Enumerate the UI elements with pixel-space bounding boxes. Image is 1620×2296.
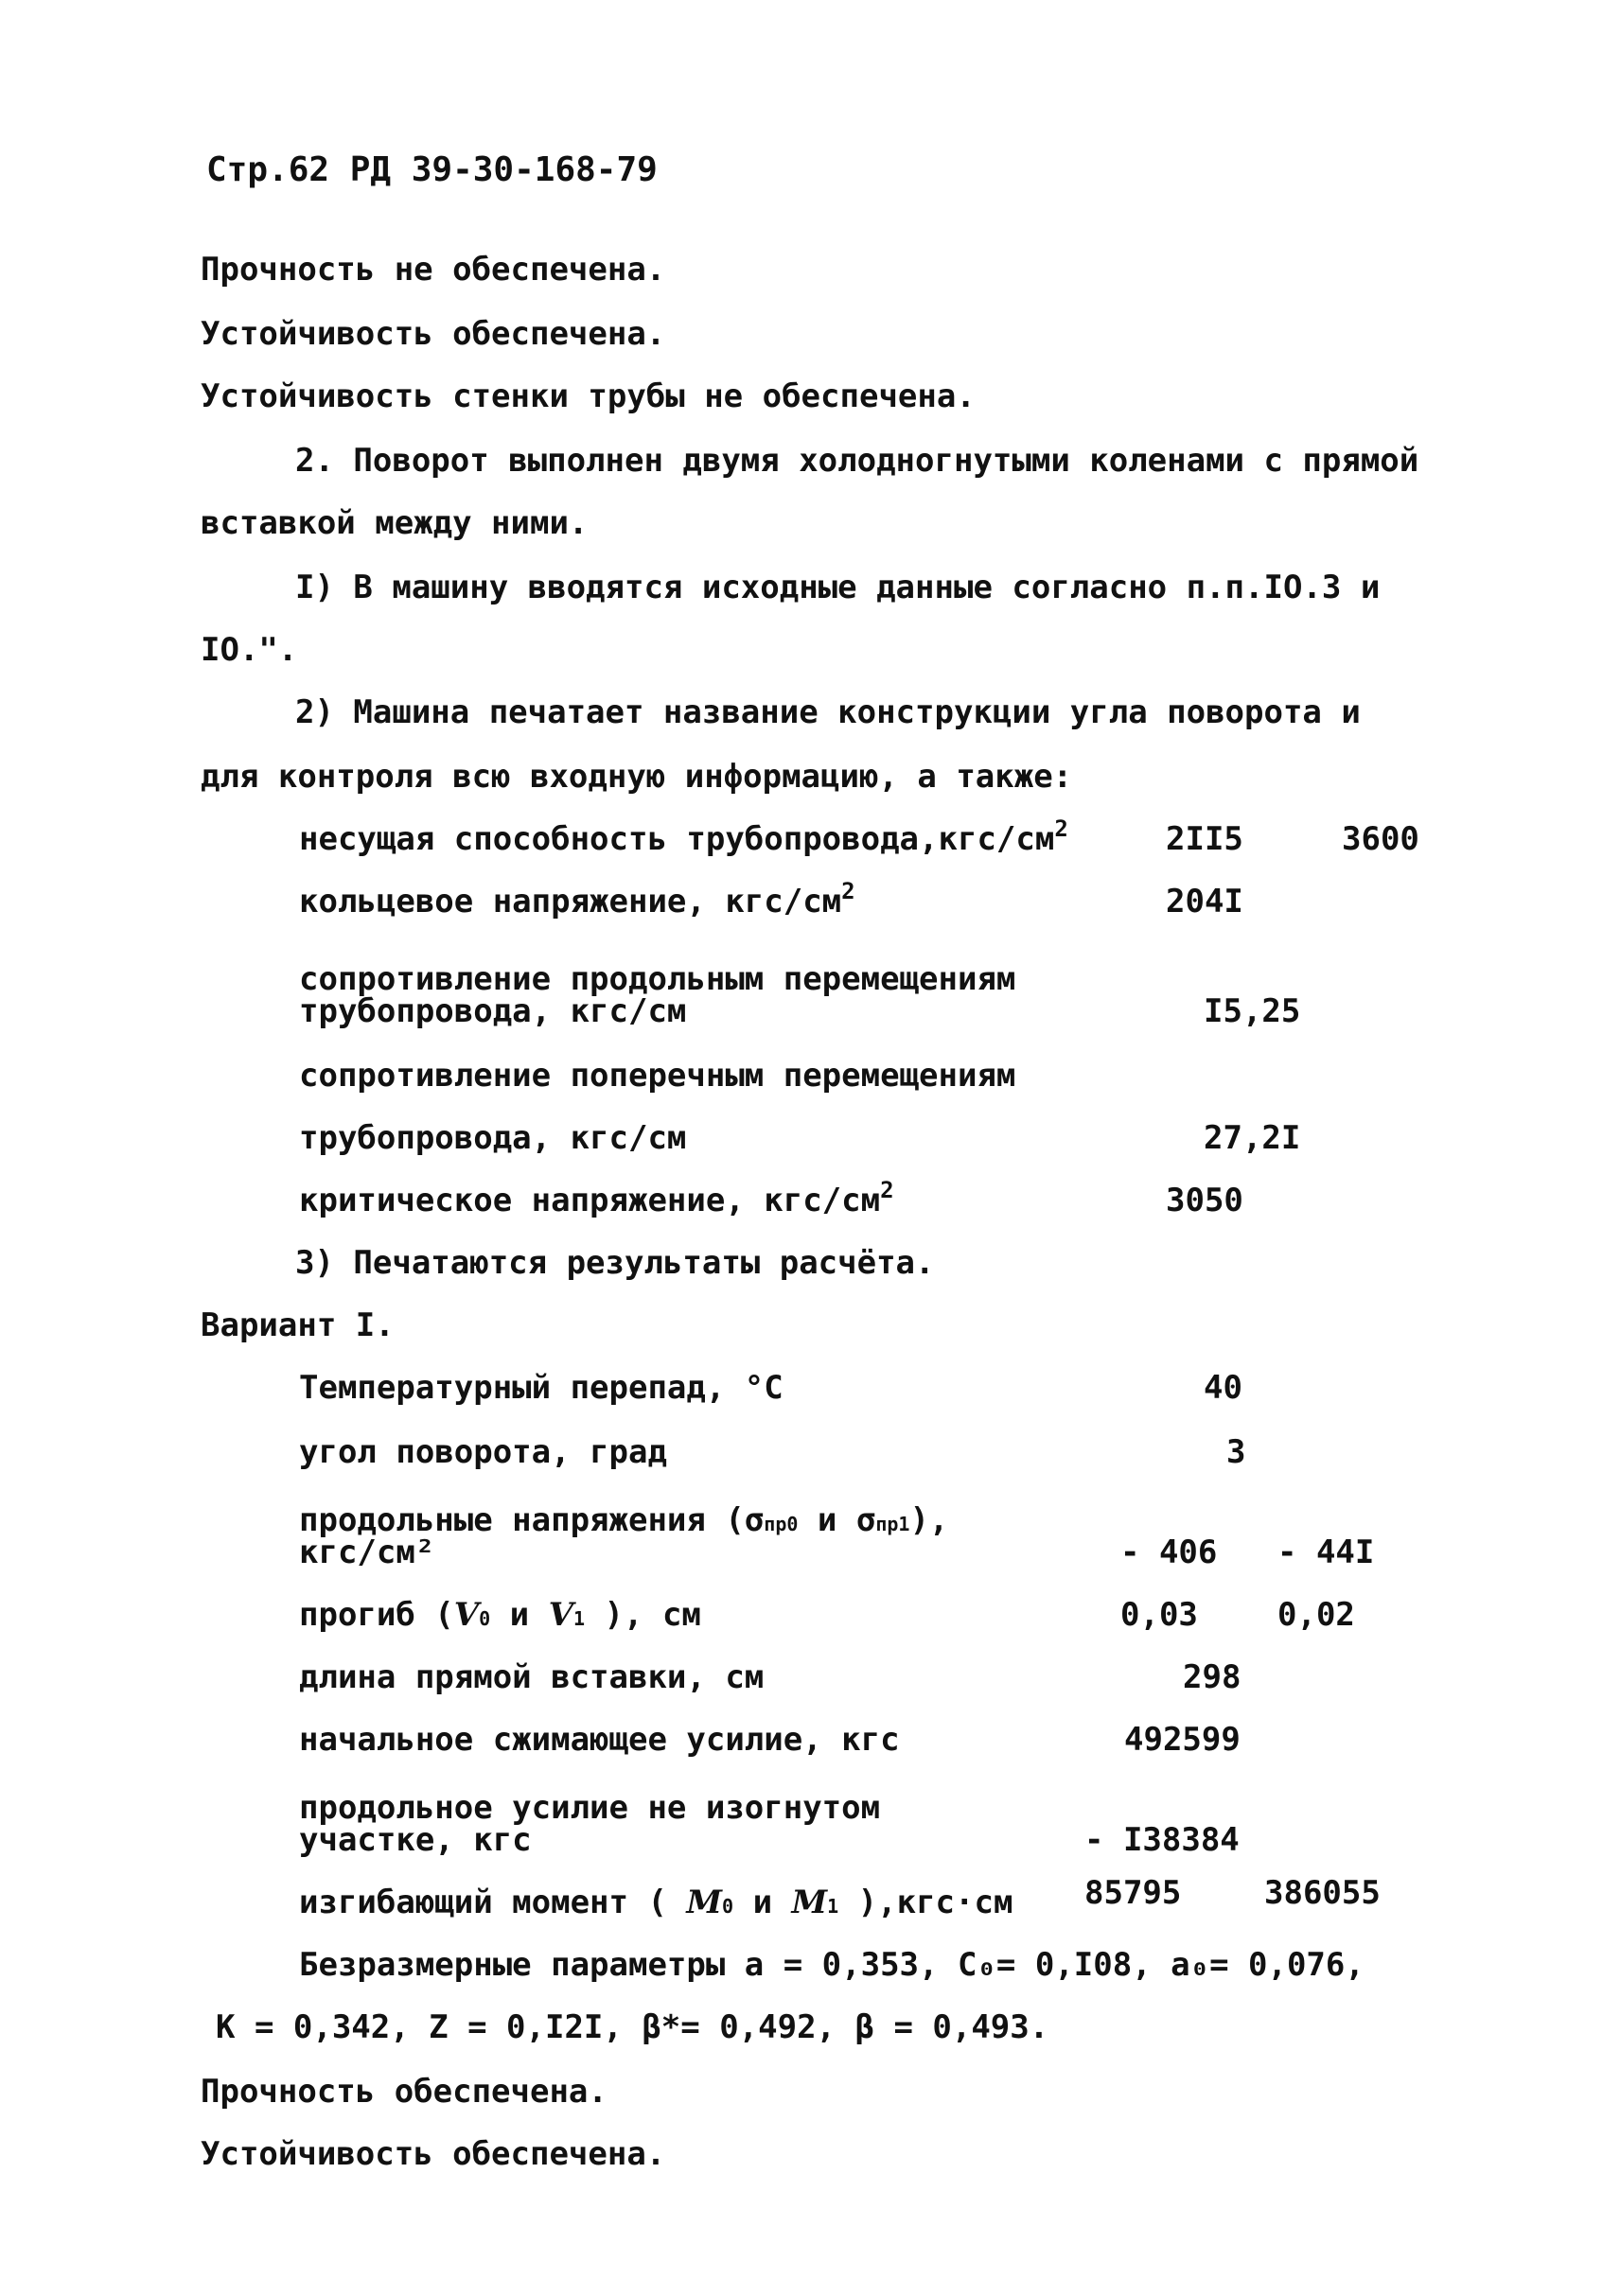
variant-heading: Вариант I. bbox=[201, 1306, 395, 1344]
text-line: Прочность обеспечена. bbox=[201, 2073, 608, 2111]
result-row-value: - I38384 bbox=[1084, 1821, 1240, 1859]
input-row-label: трубопровода, кгс/см bbox=[299, 1119, 687, 1157]
input-row-label: сопротивление продольным перемещениям bbox=[299, 960, 1016, 998]
result-row-label: начальное сжимающее усилие, кгс bbox=[299, 1721, 900, 1759]
result-row-label: участке, кгс bbox=[299, 1821, 532, 1859]
result-row-value: 3 bbox=[1226, 1433, 1246, 1471]
input-row-label: трубопровода, кгс/см bbox=[299, 992, 687, 1030]
input-row-value: 3600 bbox=[1342, 820, 1419, 858]
input-row-value: 27,2I bbox=[1204, 1119, 1301, 1157]
input-row-value: 2II5 bbox=[1166, 820, 1243, 858]
result-row-label: Температурный перепад, °С bbox=[299, 1369, 784, 1407]
result-row-value: 40 bbox=[1204, 1369, 1242, 1407]
text-line: 3) Печатаются результаты расчёта. bbox=[295, 1244, 935, 1282]
text-line: Безразмерные параметры a = 0,353, C₀= 0,I08, a₀= 0,076, bbox=[299, 1946, 1365, 1984]
result-row-value: 0,02 bbox=[1277, 1596, 1355, 1634]
text-line: I) В машину вводятся исходные данные согласно п.п.IO.3 и bbox=[295, 569, 1381, 606]
input-row-label: критическое напряжение, кгс/$см^2$ bbox=[299, 1177, 894, 1219]
result-row-label: прогиб (V0 и V1 ), см bbox=[299, 1596, 701, 1634]
result-row-value: - 406 bbox=[1120, 1534, 1218, 1571]
result-row-label: продольное усилие не изогнутом bbox=[299, 1789, 881, 1827]
text-line: 2) Машина печатает название конструкции угла поворота и bbox=[295, 693, 1361, 731]
text-line: Устойчивость обеспечена. bbox=[201, 2135, 666, 2173]
text-line: Прочность не обеспечена. bbox=[201, 251, 666, 289]
text-line: для контроля всю входную информацию, а также: bbox=[201, 758, 1073, 796]
input-row-label: кольцевое напряжение, кгс/$см^2$ bbox=[299, 878, 855, 920]
input-row-value: 3050 bbox=[1166, 1182, 1243, 1219]
result-row-value: 386055 bbox=[1264, 1874, 1381, 1912]
text-line: Устойчивость обеспечена. bbox=[201, 315, 666, 353]
result-row-label: продольные напряжения (σпр0 и σпр1), bbox=[299, 1501, 949, 1539]
result-row-value: 298 bbox=[1183, 1658, 1241, 1696]
input-row-value: I5,25 bbox=[1204, 992, 1301, 1030]
result-row-label: изгибающий момент ( M0 и M1 ),кгс·см bbox=[299, 1884, 1013, 1921]
result-row-value: - 44I bbox=[1277, 1534, 1375, 1571]
text-line: IO.". bbox=[201, 631, 298, 669]
input-row-label: сопротивление поперечным перемещениям bbox=[299, 1057, 1016, 1095]
result-row-value: 0,03 bbox=[1120, 1596, 1198, 1634]
result-row-label: длина прямой вставки, см bbox=[299, 1658, 765, 1696]
input-row-value: 204I bbox=[1166, 883, 1243, 920]
page-header: Стр.62 РД 39-30-168-79 bbox=[206, 150, 658, 189]
text-line: 2. Поворот выполнен двумя холодногнутыми коленами с прямой bbox=[295, 442, 1419, 480]
text-line: Устойчивость стенки трубы не обеспечена. bbox=[201, 377, 976, 415]
text-line: вставкой между ними. bbox=[201, 504, 589, 542]
result-row-label: угол поворота, град bbox=[299, 1433, 667, 1471]
result-row-value: 85795 bbox=[1084, 1874, 1182, 1912]
input-row-label: несущая способность $трубопровода,кгс/см^2$ bbox=[299, 815, 1068, 858]
result-row-label: кгс/см² bbox=[299, 1534, 435, 1571]
result-row-value: 492599 bbox=[1124, 1721, 1241, 1759]
text-line: K = 0,342, Z = 0,I2I, β*= 0,492, β = 0,493. bbox=[216, 2008, 1049, 2046]
